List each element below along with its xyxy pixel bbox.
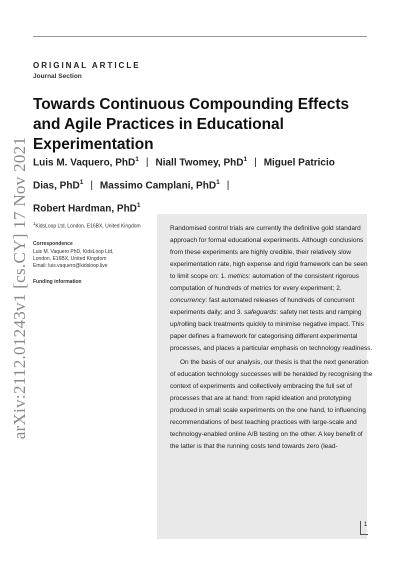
abstract-term: concurrency <box>170 297 206 304</box>
abstract-text: : fast automated releases of hundreds of concurrent experiments daily; and 3. <box>170 297 355 316</box>
paper-title: Towards Continuous Compounding Effects and Agile Practices in Educational Experimentation <box>33 96 350 153</box>
correspondence-line: London, E16BX, United Kingdom <box>33 256 107 263</box>
author-separator: | <box>254 157 257 169</box>
header-rule <box>33 36 367 37</box>
article-type: ORIGINAL ARTICLE <box>33 61 141 70</box>
correspondence <box>33 241 145 269</box>
page-number: 1 <box>364 522 368 528</box>
abstract-paragraph <box>170 223 373 355</box>
correspondence-line: Luis M. Vaquero PhD, KidsLoop Ltd, <box>33 249 114 256</box>
arxiv-stamp-text: arXiv:2112.01243v1 [cs.CY] 17 Nov 2021 <box>10 136 29 440</box>
funding-heading: Funding information <box>33 278 82 285</box>
abstract-text: : automation of the consistent rigorous computation of hundreds of metrics for every experiment; 2. <box>170 273 359 292</box>
funding-information <box>33 279 145 286</box>
sidebar-info <box>33 221 145 294</box>
correspondence-heading: Correspondence <box>33 241 73 248</box>
journal-section: Journal Section <box>33 73 82 80</box>
author-name: Niall Twomey, PhD <box>155 157 244 169</box>
abstract-text: Randomised control trials are currently the definitive gold standard approach for formal educational experiments. Although conclusions from these experiments are highly credible, their relatively slow experimentation rate, high expense and rigid framework can be seen to limit scope on: 1. <box>170 225 368 280</box>
author-name: Miguel Patricio Dias, PhD <box>33 157 335 192</box>
abstract-term: safeguards <box>244 309 277 316</box>
author-name: Robert Hardman, PhD <box>33 202 137 214</box>
author-separator: | <box>226 180 230 192</box>
affiliation-mark: 1 <box>243 156 248 163</box>
abstract-paragraph: On the basis of our analysis, our thesis is that the next generation of education technology successes will be heralded by recognising the context of experiments and collectively embracing the full set of processes that are at hand: from rapid ideation and prototyping produced in small scale experiments on the one hand, to influencing recommendations of best teaching practices with large-scale and technology-enabled online A/B testing on the other. A key benefit of the latter is that the running costs tend towards zero (lead- <box>170 359 373 450</box>
arxiv-stamp <box>6 88 34 488</box>
affiliation-mark: 1 <box>135 156 139 163</box>
affiliation-mark: 1 <box>216 178 220 186</box>
correspondence-email: Email: luis.vaquero@kidsloop.live <box>33 262 108 269</box>
abstract-term: metrics <box>227 273 249 280</box>
affiliation-mark: 1 <box>79 178 84 186</box>
author-separator: | <box>145 157 149 169</box>
author-list <box>33 150 353 218</box>
abstract-text: : safety net tests and ramping up/rolling back treatments quickly to minimise negative impact. This paper defines a framework for categorising different experimental processes, and places a particular emphasis on technology readiness. <box>170 309 373 352</box>
author-name: Luis M. Vaquero, PhD <box>33 157 136 169</box>
affiliation <box>33 221 145 230</box>
affiliation-mark: 1 <box>136 201 141 209</box>
abstract <box>170 223 373 453</box>
author-name: Massimo Camplani, PhD <box>99 180 217 192</box>
author-separator: | <box>90 180 93 192</box>
affiliation-mark: 1 <box>33 221 36 226</box>
affiliation-text: KidsLoop Ltd, London, E16BX, United Kingdom <box>35 223 141 230</box>
